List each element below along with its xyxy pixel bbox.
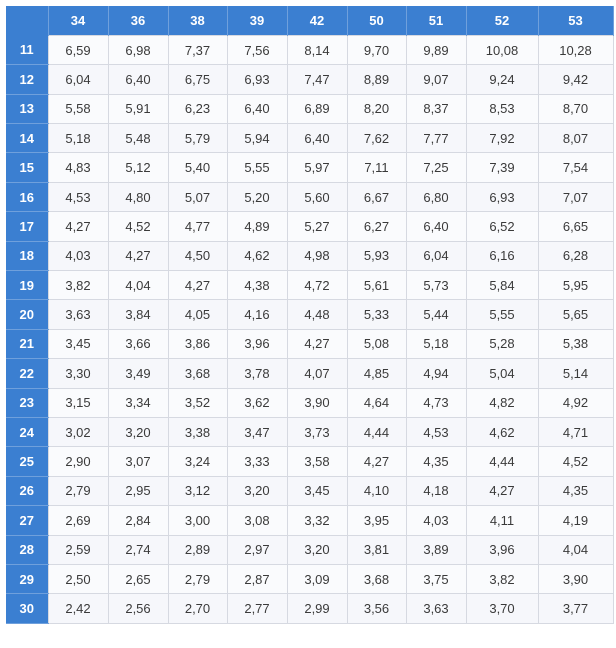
table-cell: 6,80 xyxy=(406,182,466,211)
table-cell: 2,89 xyxy=(168,535,227,564)
table-cell: 4,03 xyxy=(406,506,466,535)
table-cell: 2,99 xyxy=(287,594,347,623)
table-cell: 8,07 xyxy=(538,124,613,153)
table-row xyxy=(6,506,613,535)
table-cell: 2,42 xyxy=(48,594,108,623)
table-cell: 3,20 xyxy=(108,417,168,446)
table-cell: 4,82 xyxy=(466,388,538,417)
table-cell: 4,35 xyxy=(538,476,613,505)
row-header: 25 xyxy=(6,447,48,476)
table-cell: 4,71 xyxy=(538,417,613,446)
table-cell: 9,24 xyxy=(466,65,538,94)
column-header: 39 xyxy=(227,6,287,35)
table-cell: 3,45 xyxy=(287,476,347,505)
table-cell: 4,35 xyxy=(406,447,466,476)
table-header xyxy=(6,6,613,35)
table-cell: 4,44 xyxy=(466,447,538,476)
table-cell: 3,15 xyxy=(48,388,108,417)
table-cell: 4,04 xyxy=(108,271,168,300)
table-cell: 6,23 xyxy=(168,94,227,123)
table-cell: 10,08 xyxy=(466,35,538,64)
table-cell: 5,18 xyxy=(406,329,466,358)
table-cell: 3,75 xyxy=(406,564,466,593)
row-header: 16 xyxy=(6,182,48,211)
table-cell: 3,66 xyxy=(108,329,168,358)
row-header: 18 xyxy=(6,241,48,270)
table-cell: 3,45 xyxy=(48,329,108,358)
header-row xyxy=(6,6,613,35)
corner-cell xyxy=(6,6,48,35)
row-header: 26 xyxy=(6,476,48,505)
row-header: 15 xyxy=(6,153,48,182)
table-cell: 3,47 xyxy=(227,417,287,446)
table-cell: 7,39 xyxy=(466,153,538,182)
table-cell: 2,70 xyxy=(168,594,227,623)
table-cell: 9,42 xyxy=(538,65,613,94)
table-cell: 7,92 xyxy=(466,124,538,153)
table-cell: 5,55 xyxy=(466,300,538,329)
column-header: 42 xyxy=(287,6,347,35)
table-cell: 3,90 xyxy=(538,564,613,593)
table-cell: 5,27 xyxy=(287,212,347,241)
table-row xyxy=(6,271,613,300)
table-cell: 3,12 xyxy=(168,476,227,505)
table-cell: 9,70 xyxy=(347,35,406,64)
table-cell: 3,02 xyxy=(48,417,108,446)
table-cell: 2,74 xyxy=(108,535,168,564)
table-cell: 4,11 xyxy=(466,506,538,535)
table-cell: 2,84 xyxy=(108,506,168,535)
table-cell: 5,55 xyxy=(227,153,287,182)
table-cell: 6,40 xyxy=(287,124,347,153)
table-cell: 3,07 xyxy=(108,447,168,476)
table-cell: 4,07 xyxy=(287,359,347,388)
column-header: 36 xyxy=(108,6,168,35)
table-cell: 3,96 xyxy=(466,535,538,564)
table-cell: 5,95 xyxy=(538,271,613,300)
table-cell: 5,44 xyxy=(406,300,466,329)
table-cell: 2,79 xyxy=(168,564,227,593)
row-header: 14 xyxy=(6,124,48,153)
table-cell: 2,79 xyxy=(48,476,108,505)
table-row xyxy=(6,182,613,211)
table-cell: 3,86 xyxy=(168,329,227,358)
table-cell: 7,11 xyxy=(347,153,406,182)
table-cell: 4,38 xyxy=(227,271,287,300)
column-header: 52 xyxy=(466,6,538,35)
table-cell: 3,81 xyxy=(347,535,406,564)
table-cell: 3,34 xyxy=(108,388,168,417)
table-cell: 9,89 xyxy=(406,35,466,64)
table-cell: 6,28 xyxy=(538,241,613,270)
table-cell: 7,62 xyxy=(347,124,406,153)
table-cell: 5,79 xyxy=(168,124,227,153)
table-cell: 8,14 xyxy=(287,35,347,64)
table-cell: 5,33 xyxy=(347,300,406,329)
table-cell: 3,70 xyxy=(466,594,538,623)
table-cell: 5,04 xyxy=(466,359,538,388)
table-cell: 5,93 xyxy=(347,241,406,270)
table-row xyxy=(6,35,613,64)
table-cell: 3,89 xyxy=(406,535,466,564)
table-cell: 6,75 xyxy=(168,65,227,94)
table-cell: 7,54 xyxy=(538,153,613,182)
table-cell: 4,27 xyxy=(287,329,347,358)
table-row xyxy=(6,476,613,505)
table-cell: 6,40 xyxy=(406,212,466,241)
row-header: 24 xyxy=(6,417,48,446)
table-cell: 3,56 xyxy=(347,594,406,623)
table-cell: 6,52 xyxy=(466,212,538,241)
table-row xyxy=(6,388,613,417)
table-cell: 5,91 xyxy=(108,94,168,123)
table-cell: 7,47 xyxy=(287,65,347,94)
table-cell: 3,82 xyxy=(48,271,108,300)
table-cell: 5,84 xyxy=(466,271,538,300)
table-cell: 6,65 xyxy=(538,212,613,241)
table-cell: 4,53 xyxy=(406,417,466,446)
table-row xyxy=(6,300,613,329)
table-row xyxy=(6,564,613,593)
table-cell: 4,53 xyxy=(48,182,108,211)
table-cell: 7,77 xyxy=(406,124,466,153)
table-cell: 4,92 xyxy=(538,388,613,417)
table-cell: 5,14 xyxy=(538,359,613,388)
table-cell: 8,70 xyxy=(538,94,613,123)
table-cell: 8,89 xyxy=(347,65,406,94)
table-cell: 5,20 xyxy=(227,182,287,211)
table-cell: 4,52 xyxy=(538,447,613,476)
table-cell: 2,87 xyxy=(227,564,287,593)
table-cell: 4,04 xyxy=(538,535,613,564)
table-cell: 6,93 xyxy=(227,65,287,94)
table-cell: 4,48 xyxy=(287,300,347,329)
table-cell: 3,49 xyxy=(108,359,168,388)
table-row xyxy=(6,212,613,241)
table-cell: 6,98 xyxy=(108,35,168,64)
row-header: 13 xyxy=(6,94,48,123)
row-header: 29 xyxy=(6,564,48,593)
column-header: 53 xyxy=(538,6,613,35)
row-header: 30 xyxy=(6,594,48,623)
table-cell: 4,52 xyxy=(108,212,168,241)
table-cell: 4,50 xyxy=(168,241,227,270)
table-cell: 5,38 xyxy=(538,329,613,358)
table-cell: 2,77 xyxy=(227,594,287,623)
table-cell: 5,08 xyxy=(347,329,406,358)
table-cell: 5,48 xyxy=(108,124,168,153)
table-row xyxy=(6,447,613,476)
table-cell: 2,97 xyxy=(227,535,287,564)
table-cell: 5,65 xyxy=(538,300,613,329)
table-cell: 4,05 xyxy=(168,300,227,329)
table-row xyxy=(6,359,613,388)
table-cell: 5,18 xyxy=(48,124,108,153)
row-header: 20 xyxy=(6,300,48,329)
table-cell: 9,07 xyxy=(406,65,466,94)
table-cell: 3,33 xyxy=(227,447,287,476)
table-row xyxy=(6,153,613,182)
table-cell: 4,27 xyxy=(108,241,168,270)
row-header: 17 xyxy=(6,212,48,241)
table-cell: 3,62 xyxy=(227,388,287,417)
table-cell: 4,27 xyxy=(466,476,538,505)
table-cell: 6,27 xyxy=(347,212,406,241)
table-cell: 6,04 xyxy=(48,65,108,94)
table-cell: 4,27 xyxy=(347,447,406,476)
table-cell: 3,73 xyxy=(287,417,347,446)
row-header: 23 xyxy=(6,388,48,417)
table-cell: 2,90 xyxy=(48,447,108,476)
column-header: 34 xyxy=(48,6,108,35)
table-cell: 3,82 xyxy=(466,564,538,593)
table-cell: 4,80 xyxy=(108,182,168,211)
table-cell: 3,68 xyxy=(168,359,227,388)
table-row xyxy=(6,535,613,564)
table-cell: 3,68 xyxy=(347,564,406,593)
table-cell: 6,89 xyxy=(287,94,347,123)
table-cell: 3,63 xyxy=(48,300,108,329)
table-cell: 7,56 xyxy=(227,35,287,64)
table-cell: 5,94 xyxy=(227,124,287,153)
table-cell: 4,89 xyxy=(227,212,287,241)
data-table-wrapper xyxy=(6,6,614,624)
table-row xyxy=(6,65,613,94)
table-cell: 5,28 xyxy=(466,329,538,358)
column-header: 51 xyxy=(406,6,466,35)
table-cell: 3,95 xyxy=(347,506,406,535)
table-cell: 5,61 xyxy=(347,271,406,300)
table-cell: 4,27 xyxy=(48,212,108,241)
table-cell: 4,83 xyxy=(48,153,108,182)
table-cell: 5,97 xyxy=(287,153,347,182)
table-cell: 3,32 xyxy=(287,506,347,535)
table-cell: 7,25 xyxy=(406,153,466,182)
table-cell: 3,58 xyxy=(287,447,347,476)
table-cell: 6,40 xyxy=(227,94,287,123)
table-cell: 5,60 xyxy=(287,182,347,211)
table-cell: 4,27 xyxy=(168,271,227,300)
table-cell: 3,00 xyxy=(168,506,227,535)
row-header: 19 xyxy=(6,271,48,300)
column-header: 38 xyxy=(168,6,227,35)
table-cell: 4,19 xyxy=(538,506,613,535)
table-cell: 6,67 xyxy=(347,182,406,211)
table-cell: 3,84 xyxy=(108,300,168,329)
table-cell: 2,95 xyxy=(108,476,168,505)
table-row xyxy=(6,417,613,446)
table-cell: 2,50 xyxy=(48,564,108,593)
table-cell: 3,38 xyxy=(168,417,227,446)
column-header: 50 xyxy=(347,6,406,35)
table-cell: 4,62 xyxy=(466,417,538,446)
table-cell: 4,16 xyxy=(227,300,287,329)
table-cell: 6,59 xyxy=(48,35,108,64)
table-cell: 6,93 xyxy=(466,182,538,211)
data-table xyxy=(6,6,614,624)
table-cell: 6,04 xyxy=(406,241,466,270)
table-cell: 4,73 xyxy=(406,388,466,417)
row-header: 12 xyxy=(6,65,48,94)
row-header: 21 xyxy=(6,329,48,358)
table-cell: 3,77 xyxy=(538,594,613,623)
row-header: 27 xyxy=(6,506,48,535)
table-cell: 3,30 xyxy=(48,359,108,388)
table-cell: 5,12 xyxy=(108,153,168,182)
table-row xyxy=(6,94,613,123)
table-cell: 2,59 xyxy=(48,535,108,564)
row-header: 11 xyxy=(6,35,48,64)
table-cell: 4,44 xyxy=(347,417,406,446)
table-cell: 4,10 xyxy=(347,476,406,505)
table-cell: 6,40 xyxy=(108,65,168,94)
table-cell: 5,07 xyxy=(168,182,227,211)
table-cell: 3,24 xyxy=(168,447,227,476)
table-cell: 3,90 xyxy=(287,388,347,417)
table-cell: 8,53 xyxy=(466,94,538,123)
table-cell: 7,37 xyxy=(168,35,227,64)
table-cell: 3,96 xyxy=(227,329,287,358)
table-cell: 2,65 xyxy=(108,564,168,593)
table-row xyxy=(6,124,613,153)
table-cell: 4,03 xyxy=(48,241,108,270)
table-cell: 2,56 xyxy=(108,594,168,623)
table-cell: 5,40 xyxy=(168,153,227,182)
table-cell: 4,98 xyxy=(287,241,347,270)
table-cell: 4,62 xyxy=(227,241,287,270)
row-header: 22 xyxy=(6,359,48,388)
table-cell: 4,94 xyxy=(406,359,466,388)
table-row xyxy=(6,241,613,270)
table-cell: 3,20 xyxy=(287,535,347,564)
table-cell: 5,58 xyxy=(48,94,108,123)
table-cell: 3,78 xyxy=(227,359,287,388)
table-cell: 4,64 xyxy=(347,388,406,417)
table-cell: 3,08 xyxy=(227,506,287,535)
table-cell: 4,72 xyxy=(287,271,347,300)
table-body xyxy=(6,35,613,623)
table-cell: 4,85 xyxy=(347,359,406,388)
table-cell: 3,63 xyxy=(406,594,466,623)
table-cell: 8,37 xyxy=(406,94,466,123)
table-cell: 3,09 xyxy=(287,564,347,593)
table-cell: 4,18 xyxy=(406,476,466,505)
table-cell: 6,16 xyxy=(466,241,538,270)
table-cell: 2,69 xyxy=(48,506,108,535)
table-row xyxy=(6,329,613,358)
table-cell: 7,07 xyxy=(538,182,613,211)
table-cell: 4,77 xyxy=(168,212,227,241)
table-cell: 5,73 xyxy=(406,271,466,300)
row-header: 28 xyxy=(6,535,48,564)
table-cell: 8,20 xyxy=(347,94,406,123)
table-row xyxy=(6,594,613,623)
table-cell: 10,28 xyxy=(538,35,613,64)
table-cell: 3,52 xyxy=(168,388,227,417)
table-cell: 3,20 xyxy=(227,476,287,505)
